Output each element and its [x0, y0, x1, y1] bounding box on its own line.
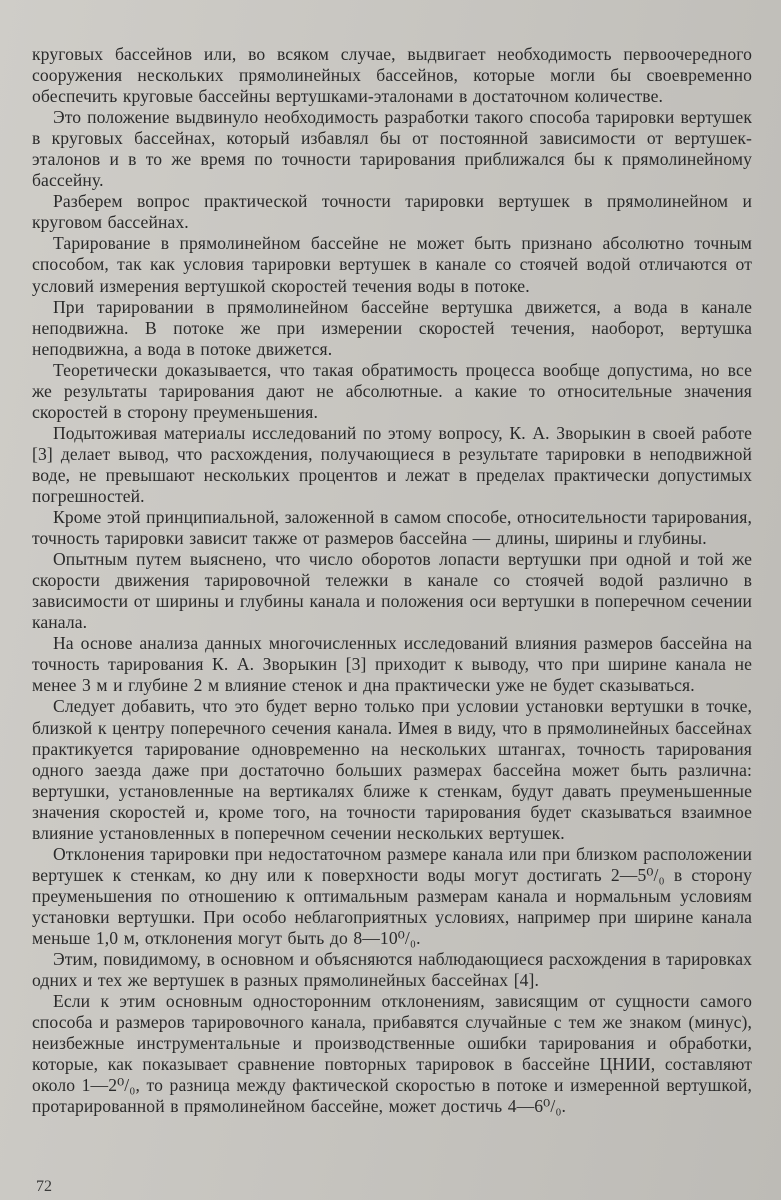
paragraph: Если к этим основным односторонним отклонениям, зависящим от сущности самого способа и размеров тарировочного канала, прибавятся случайные с тем же знаком (минус), неизбежные инструментальные и производственные ошибки тарирования и обработки, которые, как показывает сравнение повторных тарировок в бассейне ЦНИИ, составляют около 1—2⁰/₀, то разница между фактической скоростью в потоке и измеренной вертушкой, протарированной в прямолинейном бассейне, может достичь 4—6⁰/₀. [32, 991, 752, 1117]
page-number: 72 [36, 1178, 52, 1195]
paragraph: Разберем вопрос практической точности тарировки вертушек в прямолинейном и круговом бассейнах. [32, 191, 752, 233]
paragraph-continuation: круговых бассейнов или, во всяком случае, выдвигает необходимость первоочередного сооружения нескольких прямолинейных бассейнов, которые могли бы своевременно обеспечить круговые бассейны вертушками-эталонами в достаточном количестве. [32, 44, 752, 107]
paragraph: Опытным путем выяснено, что число оборотов лопасти вертушки при одной и той же скорости движения тарировочной тележки в канале со стоячей водой различно в зависимости от ширины и глубины канала и положения оси вертушки в поперечном сечении канала. [32, 549, 752, 633]
paragraph: Теоретически доказывается, что такая обратимость процесса вообще допустима, но все же результаты тарирования дают не абсолютные. а какие то относительные значения скоростей в сторону преуменьшения. [32, 359, 752, 422]
paragraph: Тарирование в прямолинейном бассейне не может быть признано абсолютно точным способом, так как условия тарировки вертушек в канале со стоячей водой отличаются от условий измерения вертушкой скоростей течения воды в потоке. [32, 233, 752, 296]
body-text [32, 44, 752, 1117]
paragraph: Это положение выдвинуло необходимость разработки такого способа тарировки вертушек в круговых бассейнах, который избавлял бы от постоянной зависимости от вертушек-эталонов и в то же время по точности тарирования приближался бы к прямолинейному бассейну. [32, 107, 752, 191]
paragraph: Подытоживая материалы исследований по этому вопросу, К. А. Зворыкин в своей работе [3] делает вывод, что расхождения, получающиеся в результате тарировки в неподвижной воде, не превышают нескольких процентов и лежат в пределах практически допустимых погрешностей. [32, 422, 752, 506]
paragraph: При тарировании в прямолинейном бассейне вертушка движется, а вода в канале неподвижна. В потоке же при измерении скоростей течения, наоборот, вертушка неподвижна, а вода в потоке движется. [32, 296, 752, 359]
paragraph: На основе анализа данных многочисленных исследований влияния размеров бассейна на точность тарирования К. А. Зворыкин [3] приходит к выводу, что при ширине канала не менее 3 м и глубине 2 м влияние стенок и дна практически уже не будет сказываться. [32, 633, 752, 696]
paragraph: Этим, повидимому, в основном и объясняются наблюдающиеся расхождения в тарировках одних и тех же вертушек в разных прямолинейных бассейнах [4]. [32, 949, 752, 991]
paragraph: Следует добавить, что это будет верно только при условии установки вертушки в точке, близкой к центру поперечного сечения канала. Имея в виду, что в прямолинейных бассейнах практикуется тарирование одновременно на нескольких штангах, точность тарирования одного заезда даже при достаточно больших размерах бассейна может быть различна: вертушки, установленные на вертикалях ближе к стенкам, будут давать преуменьшенные значения скоростей и, кроме того, на точности тарирования будет сказываться взаимное влияние установленных в поперечном сечении нескольких вертушек. [32, 696, 752, 843]
paragraph: Кроме этой принципиальной, заложенной в самом способе, относительности тарирования, точность тарировки зависит также от размеров бассейна — длины, ширины и глубины. [32, 507, 752, 549]
paragraph: Отклонения тарировки при недостаточном размере канала или при близком расположении вертушек к стенкам, ко дну или к поверхности воды могут достигать 2—5⁰/₀ в сторону преуменьшения по отношению к оптимальным размерам канала и нормальным условиям установки вертушки. При особо неблагоприятных условиях, например при ширине канала меньше 1,0 м, отклонения могут быть до 8—10⁰/₀. [32, 843, 752, 948]
